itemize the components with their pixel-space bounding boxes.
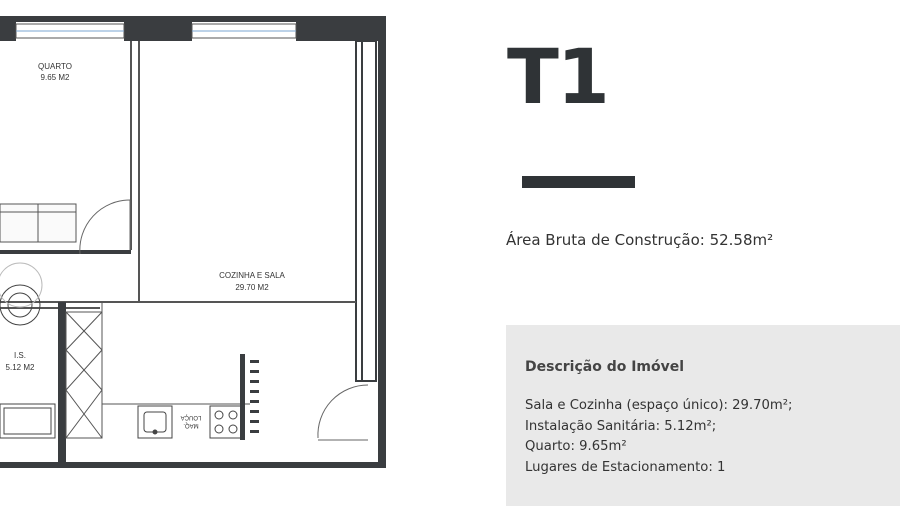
description-line: Instalação Sanitária: 5.12m²; [525, 418, 717, 434]
description-line: Quarto: 9.65m² [525, 439, 627, 454]
right-window-wall [356, 41, 376, 381]
description-list [525, 396, 792, 478]
radiator [240, 354, 259, 440]
description-line: Sala e Cozinha (espaço único): 29.70m²; [525, 398, 793, 413]
kitchen-counter [138, 406, 242, 438]
gross-area: Área Bruta de Construção: 52.58m² [506, 231, 774, 249]
room-area-quarto: 9.65 M2 [40, 73, 70, 82]
bath-fixtures [0, 263, 55, 438]
description-panel [506, 325, 900, 506]
description-heading: Descrição do Imóvel [525, 359, 685, 375]
room-area-is: 5.12 M2 [5, 363, 35, 372]
room-name-quarto: QUARTO [38, 62, 72, 71]
wardrobe [0, 204, 76, 242]
room-name-is: I.S. [13, 351, 27, 360]
title-divider [522, 176, 635, 188]
fixture-label-maq: MAQ. [183, 422, 199, 428]
room-name-cozinha-sala: COZINHA E SALA [219, 271, 285, 280]
fixture-label-louca: LOUÇA [180, 414, 202, 420]
description-line: Lugares de Estacionamento: 1 [525, 459, 726, 475]
floor-plan [0, 0, 400, 506]
unit-title: T1 [507, 32, 608, 121]
room-area-cozinha-sala: 29.70 M2 [235, 283, 269, 292]
